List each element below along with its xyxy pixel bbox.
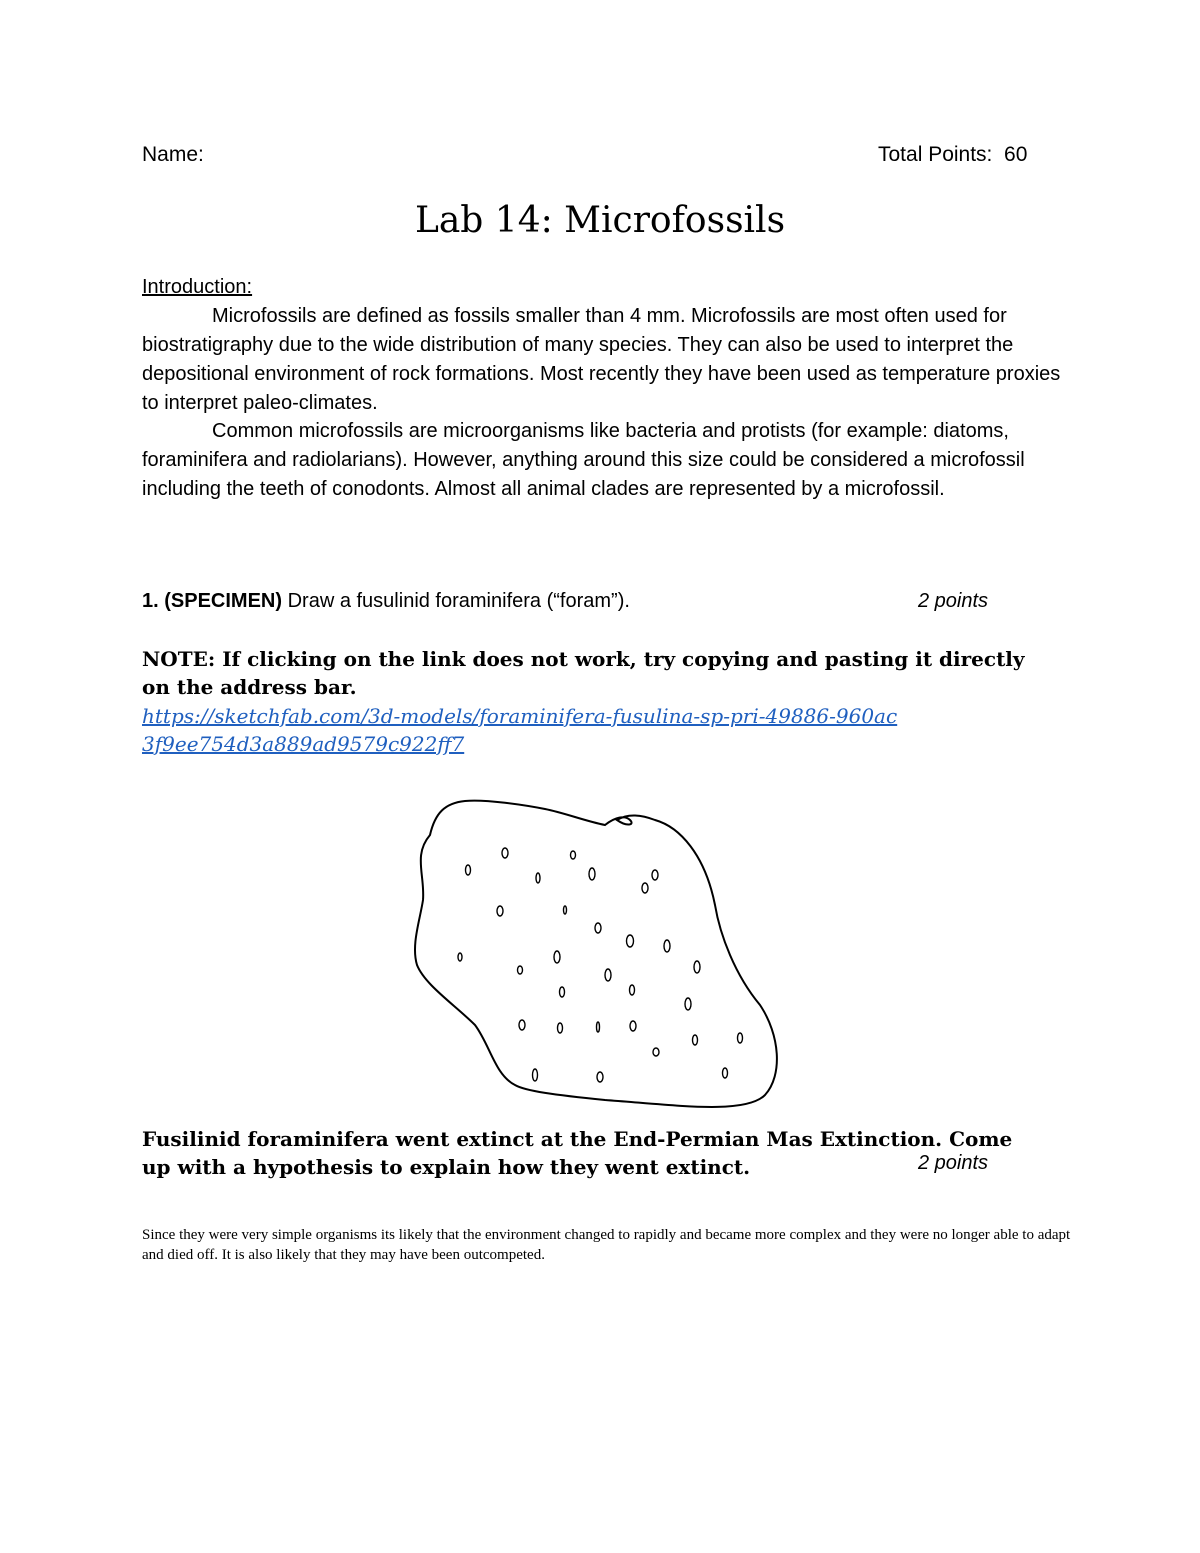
foram-chamber xyxy=(571,851,576,859)
question-2: Fusilinid foraminifera went extinct at the End-Permian Mas Extinction. Come up with a hypothesis to explain how they went extinct. xyxy=(142,1127,1013,1179)
foram-chamber xyxy=(518,966,523,974)
foram-chamber xyxy=(627,935,634,947)
note xyxy=(142,645,1042,701)
foram-chamber xyxy=(693,1035,698,1045)
introduction-heading: Introduction: xyxy=(142,276,253,298)
foram-chamber xyxy=(664,940,670,952)
sketchfab-link[interactable]: https://sketchfab.com/3d-models/foraminifera-fusulina-sp-pri-49886-960ac3f9ee754d3a889ad9579c922ff7 xyxy=(142,704,898,756)
page-title: Lab 14: Microfossils xyxy=(414,200,786,241)
foram-chamber xyxy=(597,1072,603,1082)
foram-chamber xyxy=(497,906,503,916)
foram-chamber xyxy=(605,969,611,981)
foram-chamber xyxy=(694,961,700,973)
foram-chamber xyxy=(630,985,635,995)
foram-chamber xyxy=(595,923,601,933)
foram-chamber xyxy=(589,868,595,880)
foram-chamber xyxy=(519,1020,525,1030)
foram-drawing xyxy=(405,795,785,1115)
question-1-text: Draw a fusulinid foraminifera (“foram”). xyxy=(287,590,630,612)
question-1-points: 2 points xyxy=(918,590,989,612)
foram-chamber xyxy=(536,873,540,883)
note-label: NOTE: xyxy=(142,647,216,671)
question-2-points: 2 points xyxy=(918,1152,989,1174)
introduction-paragraph-1 xyxy=(142,302,1072,418)
foram-chamber xyxy=(723,1068,728,1078)
foram-chamber xyxy=(554,951,560,963)
foram-chamber xyxy=(458,953,462,961)
foram-chamber xyxy=(653,1048,659,1056)
total-points: Total Points: 60 xyxy=(878,143,1028,166)
foram-chamber xyxy=(642,883,648,893)
foram-chamber xyxy=(738,1033,743,1043)
note-text: If clicking on the link does not work, try copying and pasting it directly on the address bar. xyxy=(142,647,1025,699)
introduction-paragraph-2-text: Common microfossils are microorganisms like bacteria and protists (for example: diatoms, foraminifera and radiolarians). However, anything around this size could be considered a microfossil including the teeth of conodonts. Almost all animal clades are represented by a microfossil. xyxy=(142,420,1025,500)
question-1-number: 1. (SPECIMEN) xyxy=(142,590,283,612)
foram-chamber xyxy=(560,987,565,997)
question-1 xyxy=(142,590,630,613)
foram-chamber xyxy=(502,848,508,858)
foram-chamber xyxy=(558,1023,563,1033)
foram-chamber xyxy=(533,1069,538,1081)
introduction-paragraph-2 xyxy=(142,417,1072,504)
foram-outline xyxy=(415,801,777,1107)
foram-chamber xyxy=(597,1022,600,1032)
foram-chamber xyxy=(685,998,691,1010)
foram-chamber xyxy=(630,1021,636,1031)
name-label: Name: xyxy=(142,143,204,166)
foram-chamber xyxy=(564,906,567,914)
foram-chamber xyxy=(466,865,471,875)
introduction-paragraph-1-text: Microfossils are defined as fossils smaller than 4 mm. Microfossils are most often used for biostratigraphy due to the wide distribution of many species. They can also be used to interpret the depositional environment of rock formations. Most recently they have been used as temperature proxies to interpret paleo-climates. xyxy=(142,305,1061,414)
foram-chamber xyxy=(652,870,658,880)
question-2-answer: Since they were very simple organisms its likely that the environment changed to rapidly and became more complex and they were no longer able to adapt and died off. It is also likely that they may have been outcompeted. xyxy=(142,1227,1071,1263)
